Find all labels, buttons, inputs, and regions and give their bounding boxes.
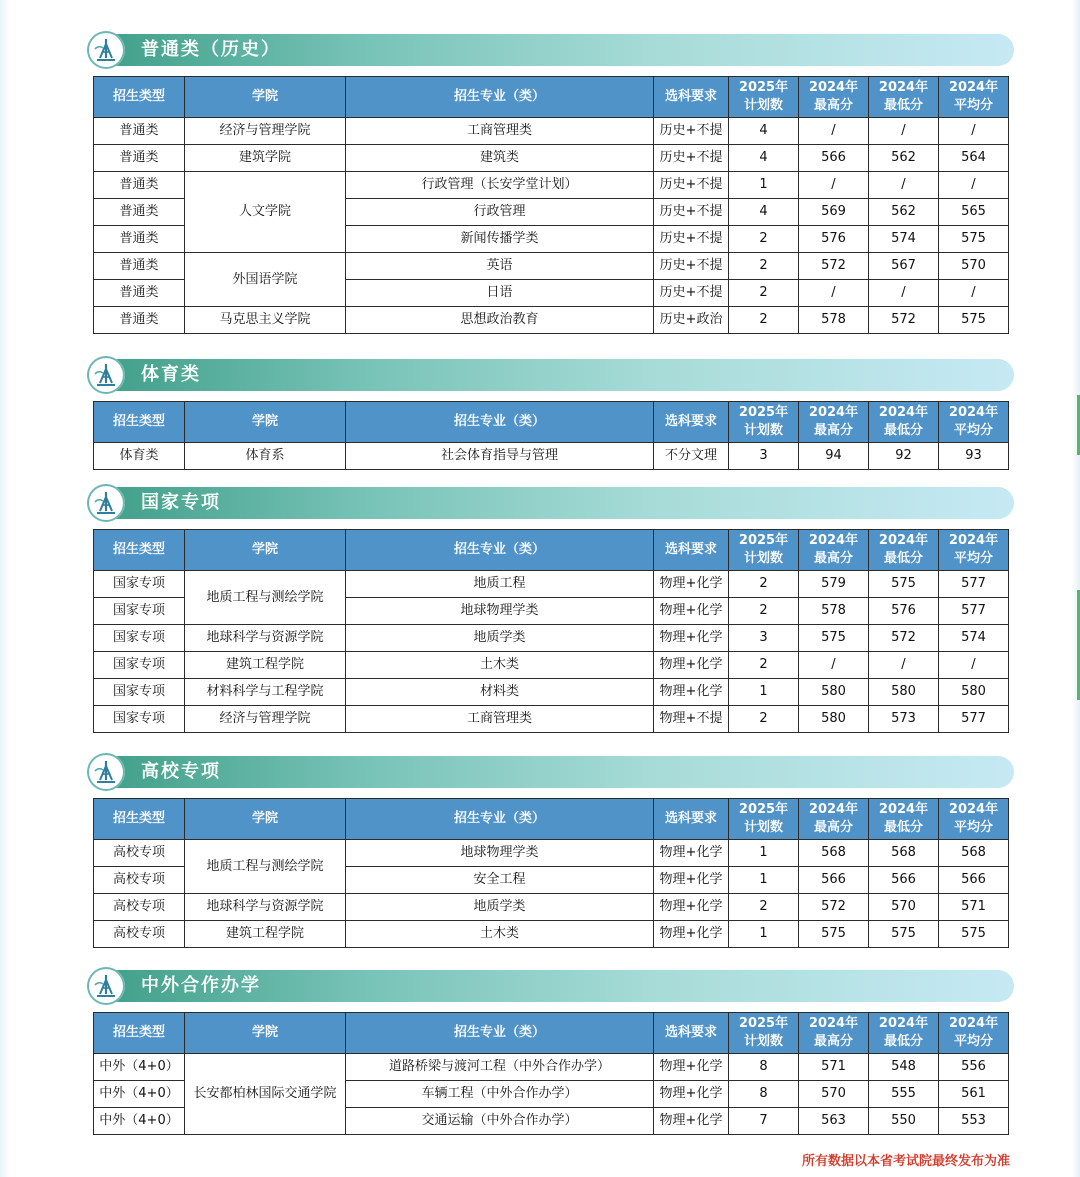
header-line: 平均分 — [953, 820, 993, 835]
cell-min-score-2024: 572 — [869, 307, 939, 334]
cell-avg-score-2024: 564 — [939, 145, 1009, 172]
cell-avg-score-2024: 561 — [939, 1081, 1009, 1108]
cell-max-score-2024: 578 — [799, 598, 869, 625]
cell-avg-score-2024: 570 — [939, 253, 1009, 280]
cell-avg-score-2024: 577 — [939, 571, 1009, 598]
cell-avg-score-2024: / — [939, 118, 1009, 145]
cell-college: 建筑工程学院 — [185, 921, 346, 948]
cell-admission-type: 国家专项 — [94, 625, 185, 652]
header-subject-requirement: 选科要求 — [654, 799, 729, 840]
cell-major: 土木类 — [346, 652, 654, 679]
section-title: 中外合作办学 — [141, 975, 261, 996]
cell-avg-score-2024: / — [939, 280, 1009, 307]
cell-max-score-2024: 570 — [799, 1081, 869, 1108]
header-major: 招生专业（类） — [346, 402, 654, 443]
cell-plan-count-2025: 4 — [729, 145, 799, 172]
cell-max-score-2024: 572 — [799, 253, 869, 280]
cell-college: 长安都柏林国际交通学院 — [185, 1054, 346, 1135]
cell-subject-requirement: 历史+政治 — [654, 307, 729, 334]
score-table — [93, 529, 1009, 733]
header-subject-requirement: 选科要求 — [654, 1013, 729, 1054]
table-row — [94, 706, 1009, 733]
cell-min-score-2024: 572 — [869, 625, 939, 652]
header-line: 2024年 — [878, 533, 929, 548]
table-row — [94, 253, 1009, 280]
cell-college: 经济与管理学院 — [185, 118, 346, 145]
cell-max-score-2024: 563 — [799, 1108, 869, 1135]
cell-college: 地质工程与测绘学院 — [185, 840, 346, 894]
header-line: 计划数 — [743, 98, 783, 113]
cell-college: 经济与管理学院 — [185, 706, 346, 733]
cell-subject-requirement: 物理+不提 — [654, 706, 729, 733]
cell-admission-type: 国家专项 — [94, 571, 185, 598]
header-plan-count-2025 — [729, 799, 799, 840]
cell-college: 地球科学与资源学院 — [185, 894, 346, 921]
header-line: 2025年 — [738, 802, 789, 817]
header-line: 计划数 — [743, 820, 783, 835]
cell-plan-count-2025: 4 — [729, 199, 799, 226]
university-logo-icon — [87, 484, 125, 522]
header-line: 2024年 — [808, 533, 859, 548]
table-row — [94, 679, 1009, 706]
cell-college: 材料科学与工程学院 — [185, 679, 346, 706]
header-line: 平均分 — [953, 1034, 993, 1049]
header-max-score-2024 — [799, 1013, 869, 1054]
cell-min-score-2024: 550 — [869, 1108, 939, 1135]
table-row — [94, 921, 1009, 948]
table-row — [94, 1054, 1009, 1081]
cell-admission-type: 国家专项 — [94, 598, 185, 625]
header-line: 计划数 — [743, 423, 783, 438]
university-logo-icon — [87, 356, 125, 394]
cell-college: 地质工程与测绘学院 — [185, 571, 346, 625]
cell-subject-requirement: 物理+化学 — [654, 894, 729, 921]
cell-plan-count-2025: 2 — [729, 652, 799, 679]
cell-plan-count-2025: 1 — [729, 172, 799, 199]
cell-min-score-2024: 92 — [869, 443, 939, 470]
cell-avg-score-2024: 568 — [939, 840, 1009, 867]
cell-subject-requirement: 物理+化学 — [654, 679, 729, 706]
cell-avg-score-2024: 575 — [939, 226, 1009, 253]
cell-min-score-2024: 576 — [869, 598, 939, 625]
cell-avg-score-2024: 580 — [939, 679, 1009, 706]
cell-major: 地球物理学类 — [346, 840, 654, 867]
cell-avg-score-2024: 553 — [939, 1108, 1009, 1135]
cell-avg-score-2024: 575 — [939, 307, 1009, 334]
cell-admission-type: 普通类 — [94, 199, 185, 226]
cell-max-score-2024: 572 — [799, 894, 869, 921]
score-table — [93, 1012, 1009, 1135]
cell-admission-type: 中外（4+0） — [94, 1081, 185, 1108]
score-table — [93, 76, 1009, 334]
cell-avg-score-2024: 571 — [939, 894, 1009, 921]
header-avg-score-2024 — [939, 77, 1009, 118]
header-line: 2025年 — [738, 80, 789, 95]
header-plan-count-2025 — [729, 1013, 799, 1054]
cell-subject-requirement: 物理+化学 — [654, 1081, 729, 1108]
cell-admission-type: 体育类 — [94, 443, 185, 470]
cell-max-score-2024: 575 — [799, 921, 869, 948]
header-line: 2024年 — [948, 533, 999, 548]
cell-plan-count-2025: 1 — [729, 840, 799, 867]
cell-admission-type: 普通类 — [94, 307, 185, 334]
cell-plan-count-2025: 2 — [729, 571, 799, 598]
cell-min-score-2024: / — [869, 172, 939, 199]
cell-avg-score-2024: 574 — [939, 625, 1009, 652]
cell-admission-type: 高校专项 — [94, 867, 185, 894]
header-avg-score-2024 — [939, 530, 1009, 571]
header-max-score-2024 — [799, 77, 869, 118]
cell-plan-count-2025: 2 — [729, 280, 799, 307]
header-avg-score-2024 — [939, 402, 1009, 443]
cell-plan-count-2025: 1 — [729, 679, 799, 706]
cell-plan-count-2025: 2 — [729, 307, 799, 334]
header-row — [94, 799, 1009, 840]
cell-admission-type: 高校专项 — [94, 894, 185, 921]
header-min-score-2024 — [869, 530, 939, 571]
header-major: 招生专业（类） — [346, 1013, 654, 1054]
header-line: 计划数 — [743, 1034, 783, 1049]
cell-major: 日语 — [346, 280, 654, 307]
header-plan-count-2025 — [729, 530, 799, 571]
cell-admission-type: 高校专项 — [94, 921, 185, 948]
cell-plan-count-2025: 4 — [729, 118, 799, 145]
header-subject-requirement: 选科要求 — [654, 530, 729, 571]
header-row — [94, 402, 1009, 443]
table-row — [94, 307, 1009, 334]
cell-max-score-2024: 579 — [799, 571, 869, 598]
header-avg-score-2024 — [939, 1013, 1009, 1054]
cell-min-score-2024: 575 — [869, 921, 939, 948]
score-table — [93, 798, 1009, 948]
header-major: 招生专业（类） — [346, 799, 654, 840]
table-row — [94, 118, 1009, 145]
section-title: 国家专项 — [141, 492, 221, 513]
cell-admission-type: 国家专项 — [94, 679, 185, 706]
cell-min-score-2024: 575 — [869, 571, 939, 598]
cell-plan-count-2025: 2 — [729, 226, 799, 253]
cell-avg-score-2024: 577 — [939, 598, 1009, 625]
cell-avg-score-2024: 566 — [939, 867, 1009, 894]
cell-major: 土木类 — [346, 921, 654, 948]
header-line: 2024年 — [878, 1016, 929, 1031]
right-margin-decoration — [1072, 0, 1080, 1177]
cell-subject-requirement: 历史+不提 — [654, 199, 729, 226]
cell-major: 安全工程 — [346, 867, 654, 894]
section-banner — [91, 34, 1014, 66]
header-college: 学院 — [185, 530, 346, 571]
header-admission-type: 招生类型 — [94, 799, 185, 840]
score-table — [93, 401, 1009, 470]
cell-plan-count-2025: 2 — [729, 706, 799, 733]
cell-major: 地质工程 — [346, 571, 654, 598]
cell-subject-requirement: 物理+化学 — [654, 921, 729, 948]
header-admission-type: 招生类型 — [94, 402, 185, 443]
cell-max-score-2024: / — [799, 172, 869, 199]
cell-subject-requirement: 历史+不提 — [654, 253, 729, 280]
cell-admission-type: 普通类 — [94, 280, 185, 307]
university-logo-icon — [87, 967, 125, 1005]
header-line: 2024年 — [808, 80, 859, 95]
cell-max-score-2024: 580 — [799, 679, 869, 706]
cell-subject-requirement: 物理+化学 — [654, 625, 729, 652]
cell-subject-requirement: 物理+化学 — [654, 1108, 729, 1135]
cell-max-score-2024: 569 — [799, 199, 869, 226]
section-banner — [91, 970, 1014, 1002]
cell-min-score-2024: 570 — [869, 894, 939, 921]
header-line: 2024年 — [948, 80, 999, 95]
header-line: 2024年 — [878, 405, 929, 420]
cell-subject-requirement: 物理+化学 — [654, 867, 729, 894]
cell-major: 地球物理学类 — [346, 598, 654, 625]
cell-college: 建筑学院 — [185, 145, 346, 172]
section-national-special — [88, 487, 1016, 733]
header-line: 最高分 — [813, 551, 853, 566]
cell-min-score-2024: / — [869, 652, 939, 679]
section-history — [88, 34, 1016, 334]
cell-subject-requirement: 历史+不提 — [654, 118, 729, 145]
header-line: 2024年 — [948, 1016, 999, 1031]
header-row — [94, 1013, 1009, 1054]
cell-plan-count-2025: 2 — [729, 894, 799, 921]
cell-avg-score-2024: 93 — [939, 443, 1009, 470]
cell-admission-type: 中外（4+0） — [94, 1054, 185, 1081]
cell-admission-type: 普通类 — [94, 253, 185, 280]
table-row — [94, 571, 1009, 598]
header-line: 2024年 — [808, 802, 859, 817]
header-admission-type: 招生类型 — [94, 77, 185, 118]
cell-subject-requirement: 物理+化学 — [654, 1054, 729, 1081]
section-title: 高校专项 — [141, 761, 221, 782]
header-min-score-2024 — [869, 1013, 939, 1054]
cell-major: 社会体育指导与管理 — [346, 443, 654, 470]
cell-avg-score-2024: 575 — [939, 921, 1009, 948]
header-line: 最低分 — [883, 1034, 923, 1049]
cell-admission-type: 国家专项 — [94, 706, 185, 733]
cell-max-score-2024: 576 — [799, 226, 869, 253]
cell-min-score-2024: 548 — [869, 1054, 939, 1081]
header-line: 2024年 — [948, 405, 999, 420]
cell-admission-type: 高校专项 — [94, 840, 185, 867]
cell-avg-score-2024: 565 — [939, 199, 1009, 226]
header-line: 2025年 — [738, 1016, 789, 1031]
header-major: 招生专业（类） — [346, 77, 654, 118]
table-row — [94, 145, 1009, 172]
table-row — [94, 840, 1009, 867]
cell-max-score-2024: / — [799, 118, 869, 145]
left-margin-decoration — [0, 0, 10, 1177]
header-line: 最低分 — [883, 551, 923, 566]
cell-subject-requirement: 历史+不提 — [654, 226, 729, 253]
cell-major: 地质学类 — [346, 894, 654, 921]
cell-college: 地球科学与资源学院 — [185, 625, 346, 652]
cell-plan-count-2025: 3 — [729, 443, 799, 470]
cell-college: 外国语学院 — [185, 253, 346, 307]
cell-plan-count-2025: 7 — [729, 1108, 799, 1135]
header-line: 2024年 — [878, 802, 929, 817]
cell-max-score-2024: 580 — [799, 706, 869, 733]
table-row — [94, 652, 1009, 679]
cell-min-score-2024: 568 — [869, 840, 939, 867]
cell-subject-requirement: 物理+化学 — [654, 571, 729, 598]
header-row — [94, 77, 1009, 118]
cell-subject-requirement: 历史+不提 — [654, 280, 729, 307]
cell-admission-type: 普通类 — [94, 226, 185, 253]
cell-plan-count-2025: 2 — [729, 253, 799, 280]
header-admission-type: 招生类型 — [94, 530, 185, 571]
section-title: 体育类 — [141, 364, 201, 385]
university-logo-icon — [87, 31, 125, 69]
cell-admission-type: 国家专项 — [94, 652, 185, 679]
cell-plan-count-2025: 8 — [729, 1081, 799, 1108]
cell-major: 车辆工程（中外合作办学） — [346, 1081, 654, 1108]
header-line: 最高分 — [813, 423, 853, 438]
cell-plan-count-2025: 8 — [729, 1054, 799, 1081]
cell-max-score-2024: 571 — [799, 1054, 869, 1081]
cell-major: 道路桥梁与渡河工程（中外合作办学） — [346, 1054, 654, 1081]
header-subject-requirement: 选科要求 — [654, 402, 729, 443]
cell-avg-score-2024: 556 — [939, 1054, 1009, 1081]
cell-min-score-2024: 555 — [869, 1081, 939, 1108]
cell-major: 材料类 — [346, 679, 654, 706]
cell-subject-requirement: 历史+不提 — [654, 172, 729, 199]
cell-max-score-2024: / — [799, 280, 869, 307]
cell-max-score-2024: / — [799, 652, 869, 679]
cell-plan-count-2025: 3 — [729, 625, 799, 652]
cell-college: 马克思主义学院 — [185, 307, 346, 334]
header-line: 平均分 — [953, 98, 993, 113]
cell-admission-type: 普通类 — [94, 145, 185, 172]
header-line: 2024年 — [808, 405, 859, 420]
cell-avg-score-2024: / — [939, 172, 1009, 199]
cell-major: 交通运输（中外合作办学） — [346, 1108, 654, 1135]
section-sports — [88, 359, 1016, 470]
cell-plan-count-2025: 1 — [729, 921, 799, 948]
section-banner — [91, 359, 1014, 391]
cell-subject-requirement: 物理+化学 — [654, 652, 729, 679]
cell-min-score-2024: / — [869, 280, 939, 307]
cell-min-score-2024: 574 — [869, 226, 939, 253]
header-min-score-2024 — [869, 402, 939, 443]
table-row — [94, 172, 1009, 199]
header-line: 2024年 — [948, 802, 999, 817]
header-college: 学院 — [185, 799, 346, 840]
header-line: 平均分 — [953, 423, 993, 438]
header-row — [94, 530, 1009, 571]
cell-admission-type: 中外（4+0） — [94, 1108, 185, 1135]
table-row — [94, 894, 1009, 921]
cell-major: 行政管理（长安学堂计划） — [346, 172, 654, 199]
section-university-special — [88, 756, 1016, 948]
cell-major: 工商管理类 — [346, 118, 654, 145]
university-logo-icon — [87, 753, 125, 791]
header-max-score-2024 — [799, 402, 869, 443]
cell-major: 行政管理 — [346, 199, 654, 226]
header-line: 2024年 — [808, 1016, 859, 1031]
header-line: 最低分 — [883, 423, 923, 438]
cell-admission-type: 普通类 — [94, 118, 185, 145]
header-admission-type: 招生类型 — [94, 1013, 185, 1054]
cell-max-score-2024: 578 — [799, 307, 869, 334]
table-row — [94, 443, 1009, 470]
cell-major: 新闻传播学类 — [346, 226, 654, 253]
cell-avg-score-2024: 577 — [939, 706, 1009, 733]
header-min-score-2024 — [869, 77, 939, 118]
cell-min-score-2024: 573 — [869, 706, 939, 733]
cell-max-score-2024: 566 — [799, 867, 869, 894]
header-avg-score-2024 — [939, 799, 1009, 840]
cell-subject-requirement: 历史+不提 — [654, 145, 729, 172]
header-college: 学院 — [185, 77, 346, 118]
cell-major: 思想政治教育 — [346, 307, 654, 334]
header-line: 最高分 — [813, 1034, 853, 1049]
cell-subject-requirement: 物理+化学 — [654, 598, 729, 625]
header-max-score-2024 — [799, 799, 869, 840]
table-row — [94, 625, 1009, 652]
header-line: 2024年 — [878, 80, 929, 95]
cell-max-score-2024: 568 — [799, 840, 869, 867]
header-line: 计划数 — [743, 551, 783, 566]
header-line: 最高分 — [813, 98, 853, 113]
cell-plan-count-2025: 1 — [729, 867, 799, 894]
cell-major: 工商管理类 — [346, 706, 654, 733]
cell-max-score-2024: 575 — [799, 625, 869, 652]
section-title: 普通类（历史） — [141, 39, 281, 60]
cell-major: 地质学类 — [346, 625, 654, 652]
header-line: 最低分 — [883, 820, 923, 835]
header-major: 招生专业（类） — [346, 530, 654, 571]
cell-min-score-2024: 566 — [869, 867, 939, 894]
cell-min-score-2024: 580 — [869, 679, 939, 706]
header-max-score-2024 — [799, 530, 869, 571]
cell-avg-score-2024: / — [939, 652, 1009, 679]
section-banner — [91, 756, 1014, 788]
cell-subject-requirement: 物理+化学 — [654, 840, 729, 867]
header-college: 学院 — [185, 402, 346, 443]
cell-admission-type: 普通类 — [94, 172, 185, 199]
header-college: 学院 — [185, 1013, 346, 1054]
cell-min-score-2024: 567 — [869, 253, 939, 280]
cell-subject-requirement: 不分文理 — [654, 443, 729, 470]
section-sino-foreign — [88, 970, 1016, 1135]
cell-college: 体育系 — [185, 443, 346, 470]
header-plan-count-2025 — [729, 402, 799, 443]
cell-college: 建筑工程学院 — [185, 652, 346, 679]
section-banner — [91, 487, 1014, 519]
cell-max-score-2024: 566 — [799, 145, 869, 172]
footnote: 所有数据以本省考试院最终发布为准 — [801, 1154, 1010, 1169]
cell-college: 人文学院 — [185, 172, 346, 253]
header-line: 最高分 — [813, 820, 853, 835]
cell-min-score-2024: / — [869, 118, 939, 145]
header-min-score-2024 — [869, 799, 939, 840]
cell-min-score-2024: 562 — [869, 145, 939, 172]
header-plan-count-2025 — [729, 77, 799, 118]
header-line: 2025年 — [738, 405, 789, 420]
cell-max-score-2024: 94 — [799, 443, 869, 470]
header-line: 最低分 — [883, 98, 923, 113]
header-line: 2025年 — [738, 533, 789, 548]
cell-major: 英语 — [346, 253, 654, 280]
cell-plan-count-2025: 2 — [729, 598, 799, 625]
cell-major: 建筑类 — [346, 145, 654, 172]
cell-min-score-2024: 562 — [869, 199, 939, 226]
header-line: 平均分 — [953, 551, 993, 566]
header-subject-requirement: 选科要求 — [654, 77, 729, 118]
